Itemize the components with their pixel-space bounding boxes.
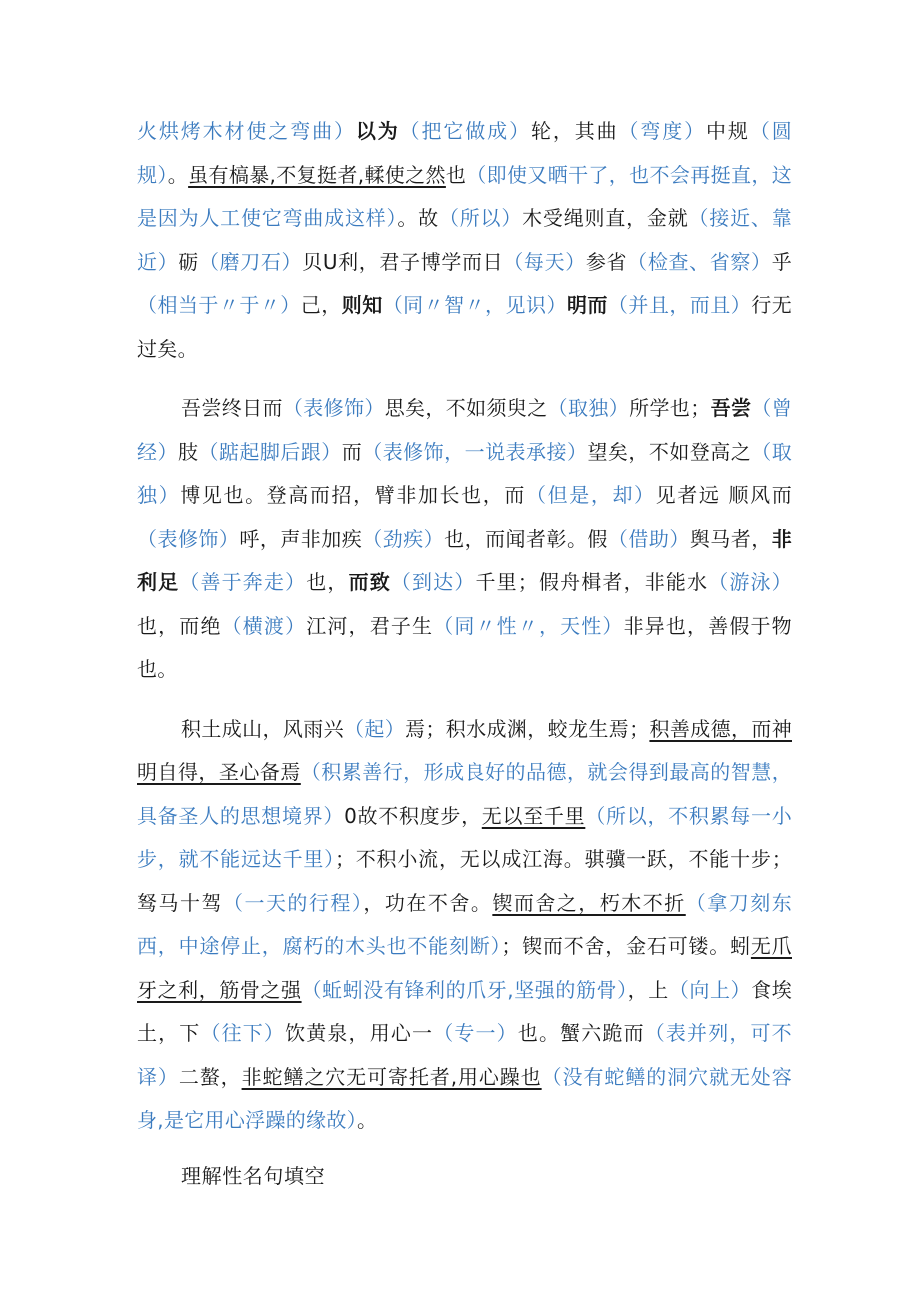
body-text: 行无过矣。: [137, 293, 792, 361]
body-text: 积土成山，风雨兴: [181, 716, 344, 741]
body-text: 饮黄泉，用心一: [285, 1021, 434, 1045]
annotation-text: （借助）: [607, 526, 690, 551]
annotation-text: （表并列，可不译）: [137, 1021, 792, 1089]
annotation-text: （并且，而且）: [607, 293, 752, 317]
body-text: 轮，其曲: [530, 119, 619, 143]
body-text: 肢: [177, 439, 199, 464]
body-text: 也: [445, 162, 467, 187]
document-body: [137, 110, 792, 1143]
annotation-text: （表修饰）: [282, 396, 385, 420]
annotation-text: （往下）: [200, 1021, 286, 1045]
body-text: 焉；积水成渊，蛟龙生焉；: [405, 716, 650, 741]
body-text: 中规: [706, 119, 750, 143]
body-text: 参省: [585, 249, 628, 274]
body-text: 吾尝终日而: [181, 396, 283, 420]
paragraph-1: [137, 110, 792, 371]
annotation-text: （取独）: [137, 439, 792, 507]
body-text: 呼，声非加疾: [239, 526, 363, 551]
body-text: 0故不积度步，: [344, 803, 482, 828]
body-text: 己，: [300, 293, 342, 317]
body-text: 砺: [178, 249, 199, 274]
annotation-text: （劲疾）: [362, 526, 445, 551]
paragraph-3: [137, 708, 792, 1143]
annotation-text: （检查、省察）: [627, 249, 772, 274]
annotation-text: （所以，不积累每一小步，就不能远达千里）: [137, 803, 793, 871]
body-text: ，上: [627, 977, 669, 1002]
annotation-text: （游泳）: [708, 570, 792, 594]
annotation-text: （积累善行，形成良好的品德，就会得到最高的智慧，具备圣人的思想境界）: [137, 760, 792, 828]
body-text: 思矣，不如须臾之: [384, 396, 548, 420]
annotation-text: （表修饰，一说表承接）: [362, 439, 588, 464]
annotation-text: （表修饰）: [137, 526, 240, 551]
body-text: 。: [167, 162, 189, 187]
annotation-text: （同〃智〃，见识）: [382, 293, 567, 317]
annotation-text: （没有蛇鳝的洞穴就无处容身,是它用心浮躁的缘故）: [137, 1064, 792, 1132]
annotation-text: （拿刀刻东西，中途停止，腐朽的木头也不能刻断）: [137, 890, 793, 958]
body-text: 望矣，不如登高之: [587, 439, 752, 464]
bold-text: 吾尝: [710, 396, 752, 420]
body-text: 博见也。登高而招，臂非加长也，而: [180, 483, 526, 507]
annotation-text: （横渡）: [221, 613, 307, 638]
annotation-text: （即使又晒干了，也不会再挺直，这是因为人工使它弯曲成这样）: [137, 162, 792, 230]
body-text: 。故: [397, 206, 439, 230]
bold-text: 非利足: [137, 526, 793, 594]
annotation-text: 火烘烤木材使之弯曲）: [137, 119, 356, 143]
annotation-text: （善于奔走）: [179, 570, 307, 594]
body-text: 非异也，善假于物也。: [137, 613, 792, 681]
underlined-text: 虽有槁暴,不复挺者,輮使之然: [188, 162, 446, 187]
annotation-text: （弯度）: [618, 119, 707, 143]
body-text: 也，而闻者彰。假: [444, 526, 608, 551]
annotation-text: （所以）: [438, 206, 523, 230]
body-text: 也，: [306, 570, 349, 594]
underlined-text: 积善成德，而神明自得，圣心备焉: [137, 716, 792, 784]
underlined-text: 非蛇鳝之穴无可寄托者,用心躁也: [241, 1064, 542, 1089]
annotation-text: （同〃性〃，天性）: [433, 613, 624, 638]
annotation-text: （相当于〃于〃）: [137, 293, 301, 317]
annotation-text: （取独）: [547, 396, 630, 420]
section-heading: 理解性名句填空: [181, 1164, 326, 1188]
annotation-text: （曾经）: [137, 396, 793, 464]
underlined-text: 无以至千里: [481, 803, 586, 828]
body-text: 而: [341, 439, 363, 464]
bold-text: 明而: [566, 293, 608, 317]
annotation-text: （蚯蚓没有锋利的爪牙,坚强的筋骨）: [301, 977, 628, 1002]
annotation-text: （每天）: [503, 249, 586, 274]
annotation-text: （圆规）: [137, 119, 793, 187]
annotation-text: （接近、靠近）: [137, 206, 792, 274]
bold-text: 而致: [348, 570, 391, 594]
body-text: 食埃土，下: [137, 977, 792, 1045]
body-text: 乎: [771, 249, 793, 274]
annotation-text: （踮起脚后跟）: [198, 439, 342, 464]
body-text: 。: [356, 1108, 378, 1132]
bold-text: 以为: [355, 119, 400, 143]
body-text: 二螯，: [178, 1064, 242, 1089]
body-text: ，功在不舍。: [363, 890, 493, 915]
body-text: ；不积小流，无以成江海。骐骥一跃，不能十步；驽马十驾: [137, 847, 792, 915]
annotation-text: （但是，却）: [526, 483, 656, 507]
annotation-text: （专一）: [433, 1021, 518, 1045]
body-text: 贝U利，君子博学而日: [302, 249, 504, 274]
body-text: 见者远 顺风而: [655, 483, 792, 507]
annotation-text: （磨刀石）: [198, 249, 303, 274]
body-text: 所学也；: [629, 396, 711, 420]
annotation-text: （一天的行程）: [222, 890, 364, 915]
body-text: 也，而绝: [137, 613, 222, 638]
body-text: 也。蟹六跪而: [517, 1021, 645, 1045]
annotation-text: （向上）: [668, 977, 752, 1002]
annotation-text: （把它做成）: [399, 119, 531, 143]
body-text: 江河，君子生: [306, 613, 434, 638]
body-text: 千里；假舟楫者，非能水: [475, 570, 709, 594]
underlined-text: 锲而舍之，朽木不折: [492, 890, 686, 915]
paragraph-2: [137, 387, 792, 692]
body-text: 舆马者，: [689, 526, 772, 551]
annotation-text: （到达）: [390, 570, 476, 594]
body-text: ；锲而不舍，金石可镂。蚓: [501, 934, 751, 958]
body-text: 木受绳则直，金就: [522, 206, 689, 230]
annotation-text: （起）: [343, 716, 406, 741]
underlined-text: 无爪牙之利，筋骨之强: [137, 934, 792, 1002]
bold-text: 则知: [341, 293, 383, 317]
